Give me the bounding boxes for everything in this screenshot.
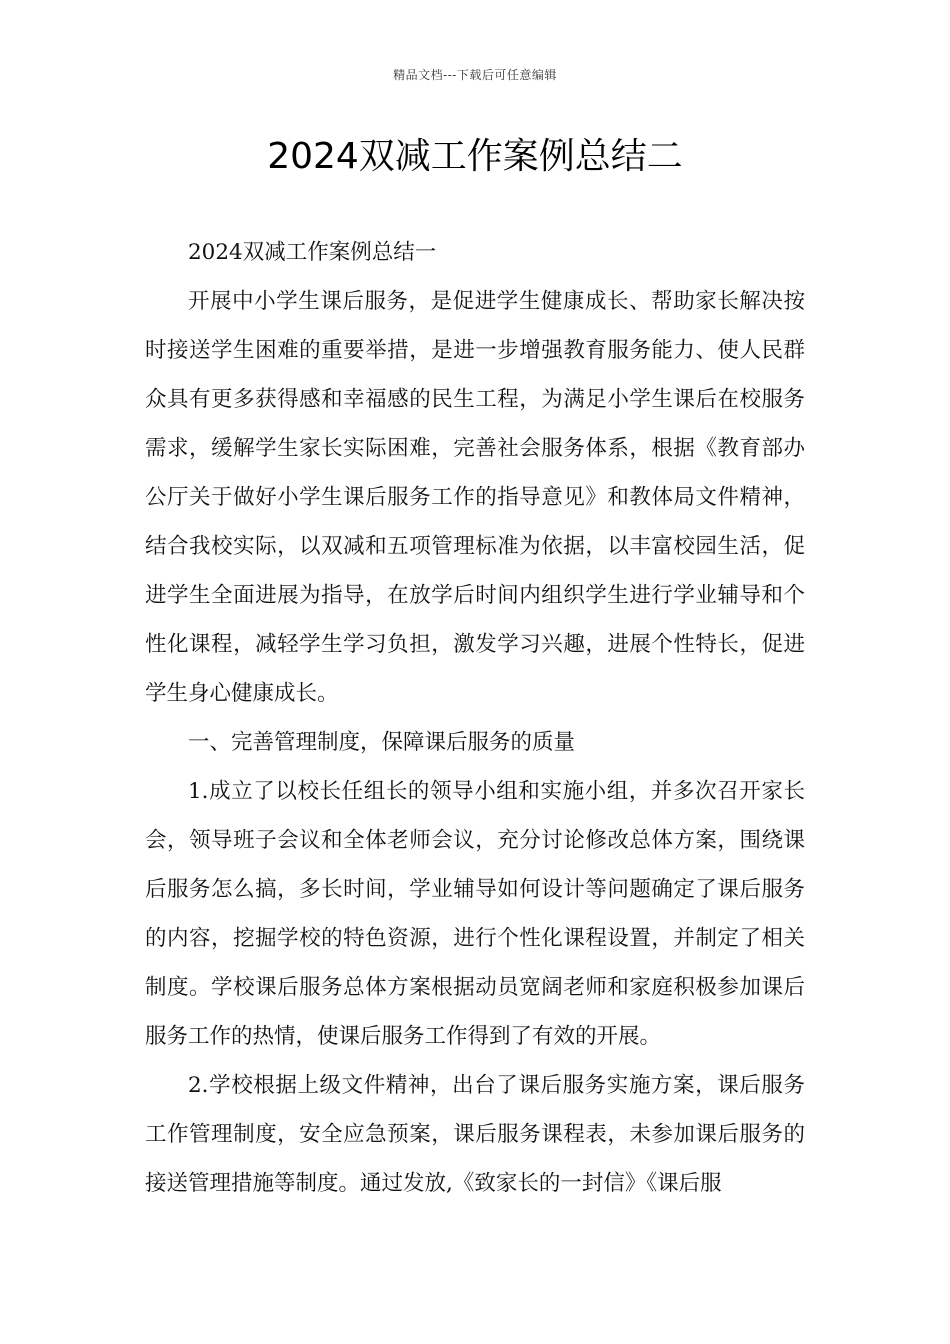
paragraph-item-2: 2.学校根据上级文件精神，出台了课后服务实施方案，课后服务工作管理制度，安全应急预案，课后服务课程表，未参加课后服务的接送管理措施等制度。通过发放,《致家长的一封信》《课后服 (145, 1073, 805, 1196)
section-heading-management: 一、完善管理制度，保障课后服务的质量 (188, 730, 576, 755)
paragraph-item-1: 1.成立了以校长任组长的领导小组和实施小组，并多次召开家长会，领导班子会议和全体老师会议，充分讨论修改总体方案，围绕课后服务怎么搞，多长时间，学业辅导如何设计等问题确定了课后服务的内容，挖掘学校的特色资源，进行个性化课程设置，并制定了相关制度。学校课后服务总体方案根据动员宽阔老师和家庭积极参加课后服务工作的热情，使课后服务工作得到了有效的开展。 (145, 779, 805, 1049)
page-title: 2024双减工作案例总结二 (267, 136, 683, 177)
section-heading-case-one: 2024双减工作案例总结一 (188, 240, 437, 265)
intro-paragraph: 开展中小学生课后服务，是促进学生健康成长、帮助家长解决按时接送学生困难的重要举措，是进一步增强教育服务能力、使人民群众具有更多获得感和幸福感的民生工程，为满足小学生课后在校服务需求，缓解学生家长实际困难，完善社会服务体系，根据《教育部办公厅关于做好小学生课后服务工作的指导意见》和教体局文件精神，结合我校实际，以双减和五项管理标准为依据，以丰富校园生活，促进学生全面进展为指导，在放学后时间内组织学生进行学业辅导和个性化课程，减轻学生学习负担，激发学习兴趣，进展个性特长，促进学生身心健康成长。 (145, 289, 805, 706)
document-body (145, 228, 805, 1208)
header-note: 精品文档---下载后可任意编辑 (393, 68, 557, 82)
